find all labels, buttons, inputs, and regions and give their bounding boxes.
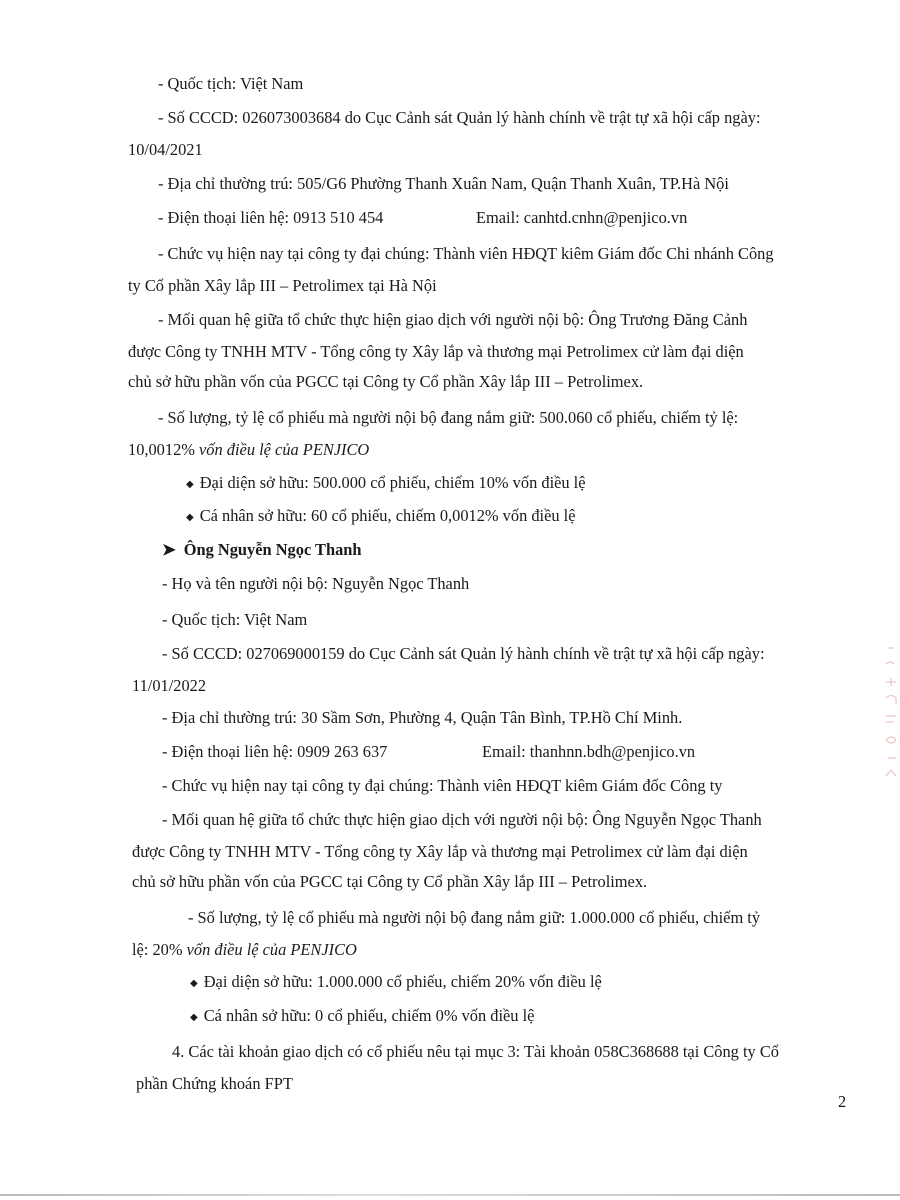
bullet-item bbox=[190, 1006, 534, 1029]
full-name-line: - Họ và tên người nội bộ: Nguyễn Ngọc Thanh bbox=[162, 574, 470, 593]
nationality-line: - Quốc tịch: Việt Nam bbox=[158, 74, 304, 93]
person-heading bbox=[162, 540, 362, 560]
holdings-line-cont bbox=[132, 940, 357, 960]
diamond-bullet-icon: ◆ bbox=[190, 1012, 198, 1023]
scan-edge-divider bbox=[0, 1194, 900, 1196]
diamond-bullet-icon: ◆ bbox=[186, 512, 194, 523]
email-line: Email: canhtd.cnhn@penjico.vn bbox=[476, 208, 688, 227]
holdings-charter-capital: vốn điều lệ của PENJICO bbox=[186, 940, 357, 959]
accounts-paragraph: 4. Các tài khoản giao dịch có cổ phiếu nêu tại mục 3: Tài khoản 058C368688 tại Công ty Cổ bbox=[172, 1042, 779, 1061]
bullet-text: Đại diện sở hữu: 1.000.000 cổ phiếu, chiếm 20% vốn điều lệ bbox=[203, 972, 602, 991]
bullet-item bbox=[186, 473, 586, 496]
relationship-line-cont-1: được Công ty TNHH MTV - Tổng công ty Xây lắp và thương mại Petrolimex cử làm đại diện bbox=[128, 342, 744, 361]
position-line-cont: ty Cổ phần Xây lắp III – Petrolimex tại Hà Nội bbox=[128, 276, 437, 295]
holdings-line-cont bbox=[128, 440, 369, 460]
diamond-bullet-icon: ◆ bbox=[186, 479, 194, 490]
email-line: Email: thanhnn.bdh@penjico.vn bbox=[482, 742, 696, 761]
position-line: - Chức vụ hiện nay tại công ty đại chúng: Thành viên HĐQT kiêm Giám đốc Công ty bbox=[162, 776, 723, 795]
bullet-item bbox=[186, 506, 576, 529]
position-line: - Chức vụ hiện nay tại công ty đại chúng: Thành viên HĐQT kiêm Giám đốc Chi nhánh Công bbox=[158, 244, 774, 263]
holdings-charter-capital: vốn điều lệ của PENJICO bbox=[199, 440, 370, 459]
bullet-text: Đại diện sở hữu: 500.000 cổ phiếu, chiếm 10% vốn điều lệ bbox=[199, 473, 586, 492]
holdings-percent: lệ: 20% bbox=[132, 940, 187, 959]
holdings-line: - Số lượng, tỷ lệ cổ phiếu mà người nội bộ đang nắm giữ: 1.000.000 cổ phiếu, chiếm tỷ bbox=[188, 908, 761, 927]
bullet-text: Cá nhân sở hữu: 0 cổ phiếu, chiếm 0% vốn điều lệ bbox=[203, 1006, 535, 1025]
stamp-edge-icon bbox=[880, 640, 900, 790]
bullet-item bbox=[190, 972, 602, 995]
relationship-line-cont-2: chủ sở hữu phần vốn của PGCC tại Công ty Cổ phần Xây lắp III – Petrolimex. bbox=[128, 372, 644, 391]
phone-line: - Điện thoại liên hệ: 0909 263 637 bbox=[162, 742, 388, 761]
id-card-date-line: 11/01/2022 bbox=[132, 676, 207, 695]
id-card-date-line: 10/04/2021 bbox=[128, 140, 203, 159]
person-heading-text: Ông Nguyễn Ngọc Thanh bbox=[183, 540, 362, 559]
holdings-line: - Số lượng, tỷ lệ cổ phiếu mà người nội bộ đang nắm giữ: 500.060 cổ phiếu, chiếm tỷ lệ: bbox=[158, 408, 739, 427]
holdings-percent: 10,0012% bbox=[128, 440, 200, 459]
address-line: - Địa chỉ thường trú: 30 Sầm Sơn, Phường 4, Quận Tân Bình, TP.Hồ Chí Minh. bbox=[162, 708, 683, 727]
arrowhead-icon: ➤ bbox=[162, 540, 176, 559]
address-line: - Địa chỉ thường trú: 505/G6 Phường Thanh Xuân Nam, Quận Thanh Xuân, TP.Hà Nội bbox=[158, 174, 729, 193]
relationship-line: - Mối quan hệ giữa tổ chức thực hiện giao dịch với người nội bộ: Ông Nguyễn Ngọc Thanh bbox=[162, 810, 762, 829]
relationship-line-cont-2: chủ sở hữu phần vốn của PGCC tại Công ty Cổ phần Xây lắp III – Petrolimex. bbox=[132, 872, 648, 891]
diamond-bullet-icon: ◆ bbox=[190, 978, 198, 989]
page-number: 2 bbox=[838, 1092, 847, 1111]
accounts-paragraph-cont: phần Chứng khoán FPT bbox=[136, 1074, 293, 1093]
id-card-line: - Số CCCD: 027069000159 do Cục Cảnh sát Quản lý hành chính về trật tự xã hội cấp ngày: bbox=[162, 644, 765, 663]
relationship-line: - Mối quan hệ giữa tổ chức thực hiện giao dịch với người nội bộ: Ông Trương Đăng Cảnh bbox=[158, 310, 748, 329]
phone-line: - Điện thoại liên hệ: 0913 510 454 bbox=[158, 208, 384, 227]
nationality-line: - Quốc tịch: Việt Nam bbox=[162, 610, 308, 629]
relationship-line-cont-1: được Công ty TNHH MTV - Tổng công ty Xây lắp và thương mại Petrolimex cử làm đại diện bbox=[132, 842, 748, 861]
id-card-line: - Số CCCD: 026073003684 do Cục Cảnh sát Quản lý hành chính về trật tự xã hội cấp ngày: bbox=[158, 108, 761, 127]
bullet-text: Cá nhân sở hữu: 60 cổ phiếu, chiếm 0,0012% vốn điều lệ bbox=[199, 506, 576, 525]
